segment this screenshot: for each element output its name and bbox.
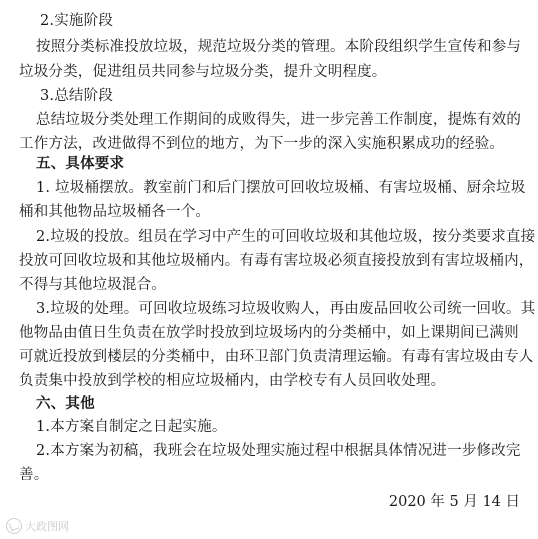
line-7: 1. 垃圾桶摆放。教室前门和后门摆放可回收垃圾桶、有害垃圾桶、厨余垃圾 <box>36 180 526 196</box>
watermark-text: 大政图网 <box>25 520 69 533</box>
line-10: 投放可回收垃圾和其他垃圾桶内。有毒有害垃圾必须直接投放到有害垃圾桶内， <box>19 253 534 269</box>
line-4: 总结垃圾分类处理工作期间的成败得失，进一步完善工作制度，提炼有效的 <box>36 112 522 128</box>
line-15: 负责集中投放到学校的相应垃圾桶内，由学校专有人员回收处理。 <box>19 373 446 389</box>
line-11: 不得与其他垃圾混合。 <box>19 277 166 293</box>
line-5: 工作方法，改进做得不到位的地方，为下一步的深入实施积累成功的经验。 <box>19 136 505 152</box>
line-19: 善。 <box>19 467 49 483</box>
line-2: 垃圾分类，促进组员共同参与垃圾分类，提升文明程度。 <box>19 64 387 80</box>
line-17: 1.本方案自制定之日起实施。 <box>36 419 227 435</box>
line-3: 3.总结阶段 <box>40 88 114 104</box>
line-8: 桶和其他物品垃圾桶各一个。 <box>19 204 211 220</box>
watermark-logo-icon <box>6 518 22 534</box>
section-heading-5: 五、具体要求 <box>36 156 125 172</box>
line-13: 他物品由值日生负责在放学时投放到垃圾场内的分类桶中，如上课期间已满则 <box>19 325 519 341</box>
line-18: 2.本方案为初稿，我班会在垃圾处理实施过程中根据具体情况进一步修改完 <box>36 443 521 459</box>
line-14: 可就近投放到楼层的分类桶中，由环卫部门负责清理运输。有毒有害垃圾由专人 <box>19 349 534 365</box>
line-12: 3.垃圾的处理。可回收垃圾练习垃圾收购人，再由废品回收公司统一回收。其 <box>36 301 536 317</box>
watermark <box>6 518 69 534</box>
section-heading-6: 六、其他 <box>36 396 95 412</box>
line-0: 2.实施阶段 <box>40 13 114 29</box>
line-9: 2.垃圾的投放。组员在学习中产生的可回收垃圾和其他垃圾，按分类要求直接 <box>36 229 536 245</box>
document-date: 2020 年 5 月 14 日 <box>388 494 520 510</box>
line-1: 按照分类标准投放垃圾，规范垃圾分类的管理。本阶段组织学生宣传和参与 <box>36 39 522 55</box>
